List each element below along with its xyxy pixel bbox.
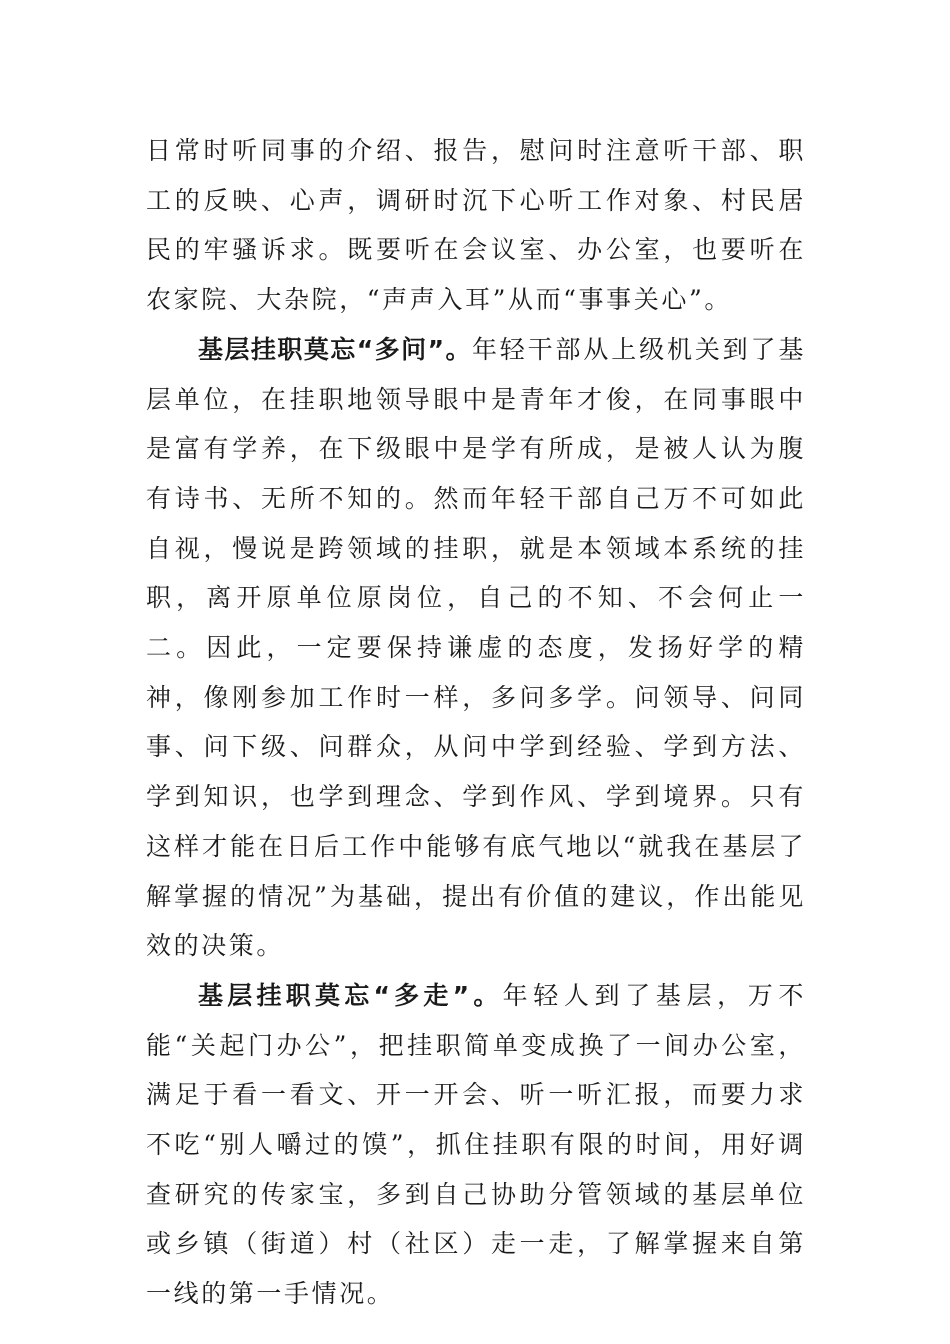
paragraph-text: 年轻人到了基层，万不能“关起门办公”，把挂职简单变成换了一间办公室，满足于看一看文、开一开会、听一听汇报，而要力求不吃“别人嚼过的馍”，抓住挂职有限的时间，用好调查研究的传家宝，多到自己协助分管领域的基层单位或乡镇（街道）村（社区）走一走，了解掌握来自第一线的第一手情况。 bbox=[146, 980, 806, 1309]
paragraph-listening-continued bbox=[146, 126, 806, 325]
paragraph-heading: 基层挂职莫忘“多问”。 bbox=[198, 334, 472, 364]
paragraph-text: 年轻干部从上级机关到了基层单位，在挂职地领导眼中是青年才俊，在同事眼中是富有学养，在下级眼中是学有所成，是被人认为腹有诗书、无所不知的。然而年轻干部自己万不可如此自视，慢说是跨领域的挂职，就是本领域本系统的挂职，离开原单位原岗位，自己的不知、不会何止一二。因此，一定要保持谦虚的态度，发扬好学的精神，像刚参加工作时一样，多问多学。问领导、问同事、问下级、问群众，从问中学到经验、学到方法、学到知识，也学到理念、学到作风、学到境界。只有这样才能在日后工作中能够有底气地以“就我在基层了解掌握的情况”为基础，提出有价值的建议，作出能见效的决策。 bbox=[146, 334, 807, 961]
paragraph-ask-more bbox=[146, 325, 806, 971]
paragraph-text: 日常时听同事的介绍、报告，慰问时注意听干部、职工的反映、心声，调研时沉下心听工作对象、村民居民的牢骚诉求。既要听在会议室、办公室，也要听在农家院、大杂院，“声声入耳”从而“事事关心”。 bbox=[146, 136, 806, 315]
paragraph-walk-more bbox=[146, 971, 806, 1319]
paragraph-heading: 基层挂职莫忘“多走”。 bbox=[198, 980, 503, 1010]
document-body bbox=[146, 126, 806, 1319]
